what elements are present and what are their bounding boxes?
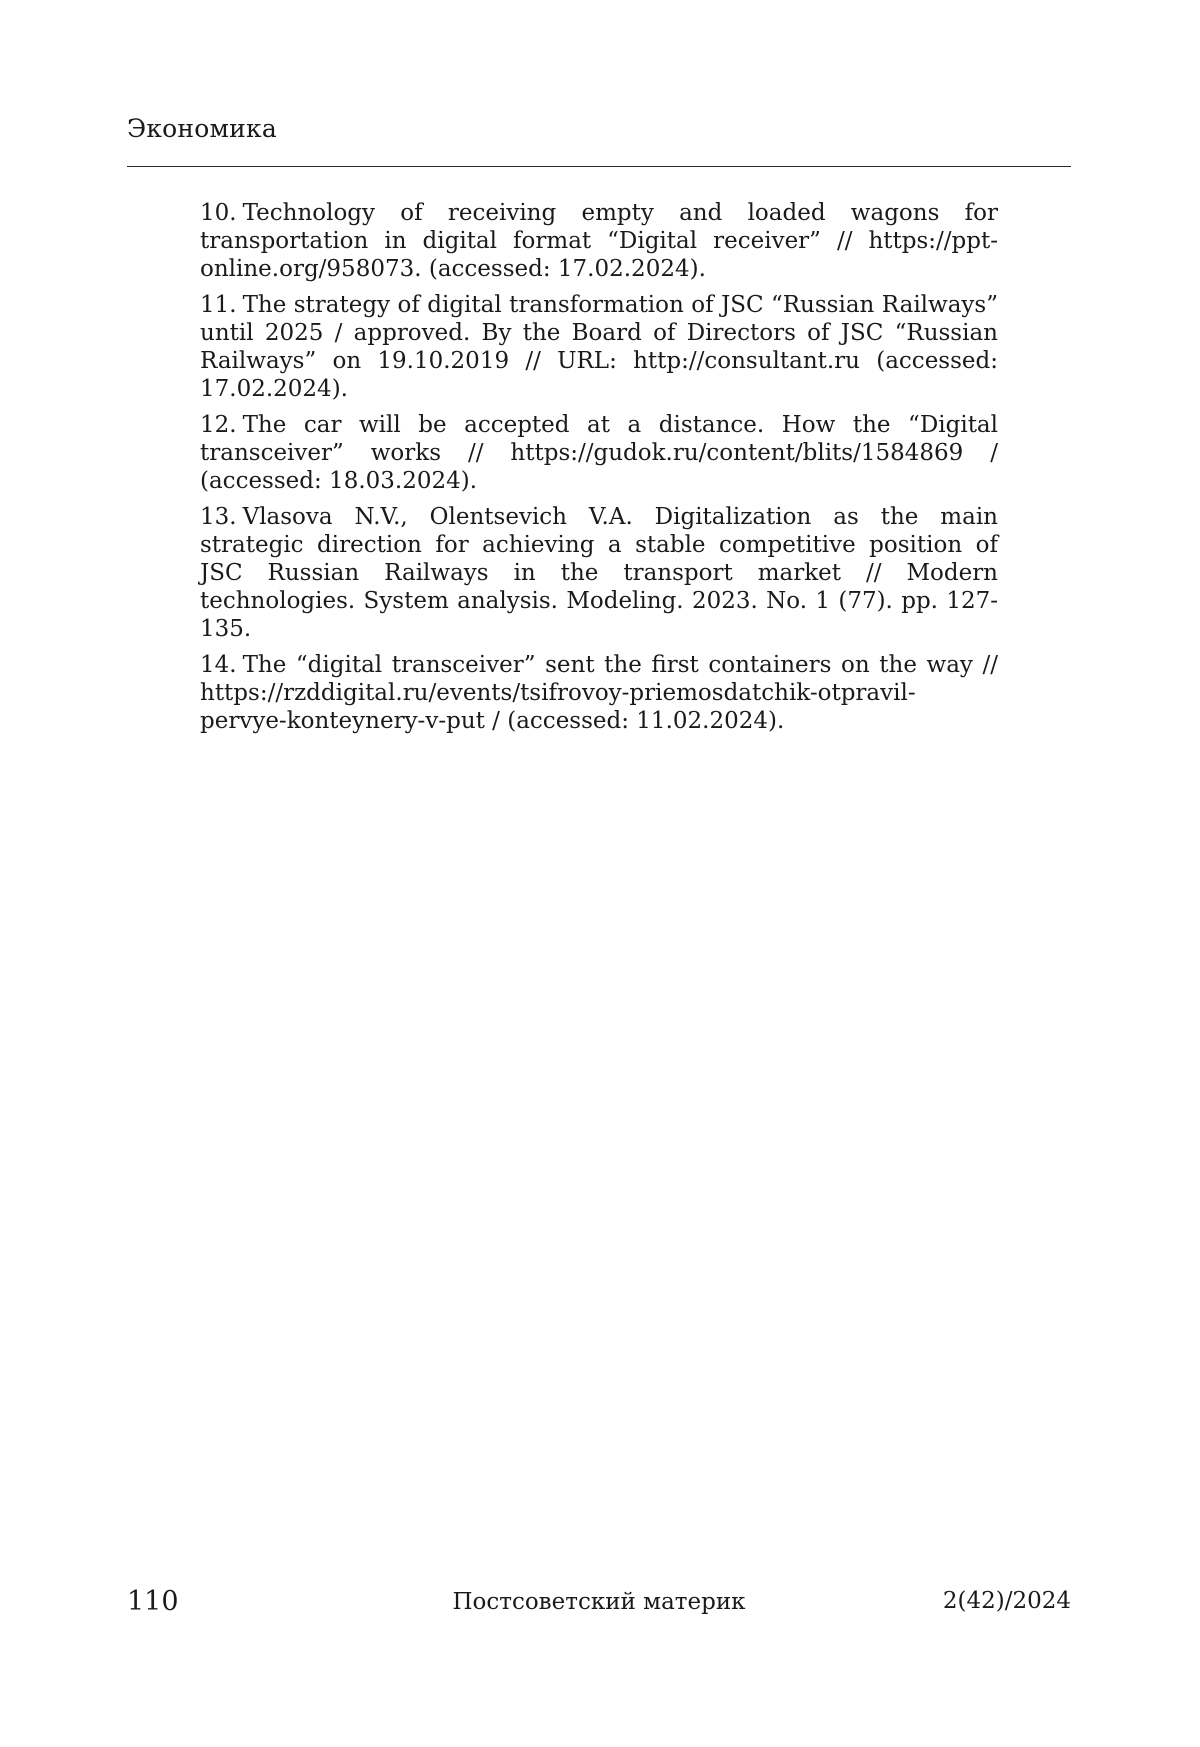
reference-text: The strategy of digital transformation of JSC “Russian Railways” until 2025 / approved. By the Board of Directors of JSC “Russian Railways” on 19.10.2019 // URL: http://consultant.ru (accessed: 17.02.2024). [200, 292, 998, 402]
page-number: 110 [127, 1586, 179, 1617]
reference-number: 10. [200, 200, 237, 226]
reference-text: The “digital transceiver” sent the first containers on the way // https://rzddigital.ru/events/tsifrovoy-priemosdatchik-otpravil-pervye-konteynery-v-put / (accessed: 11.02.2024). [200, 652, 998, 734]
journal-name: Постсоветский материк [452, 1589, 746, 1615]
reference-text: Technology of receiving empty and loaded wagons for transportation in digital format “Digital receiver” // https://ppt-online.org/958073. (accessed: 17.02.2024). [200, 200, 998, 282]
running-head-section: Экономика [127, 114, 277, 143]
reference-number: 13. [200, 504, 237, 530]
reference-item-10 [200, 199, 998, 283]
reference-item-12 [200, 411, 998, 495]
reference-text: Vlasova N.V., Olentsevich V.A. Digitalization as the main strategic direction for achieving a stable competitive position of JSC Russian Railways in the transport market // Modern technologies. System analysis. Modeling. 2023. No. 1 (77). pp. 127-135. [200, 504, 998, 642]
reference-item-14 [200, 651, 998, 735]
reference-item-13 [200, 503, 998, 643]
reference-number: 11. [200, 292, 237, 318]
page-footer [127, 1586, 1071, 1622]
reference-number: 14. [200, 652, 237, 678]
reference-item-11 [200, 291, 998, 403]
reference-list [200, 199, 998, 743]
reference-number: 12. [200, 412, 237, 438]
header-divider [127, 166, 1071, 167]
reference-text: The car will be accepted at a distance. How the “Digital transceiver” works // https://gudok.ru/content/blits/1584869 / (accessed: 18.03.2024). [200, 412, 998, 494]
issue-number: 2(42)/2024 [942, 1588, 1071, 1614]
